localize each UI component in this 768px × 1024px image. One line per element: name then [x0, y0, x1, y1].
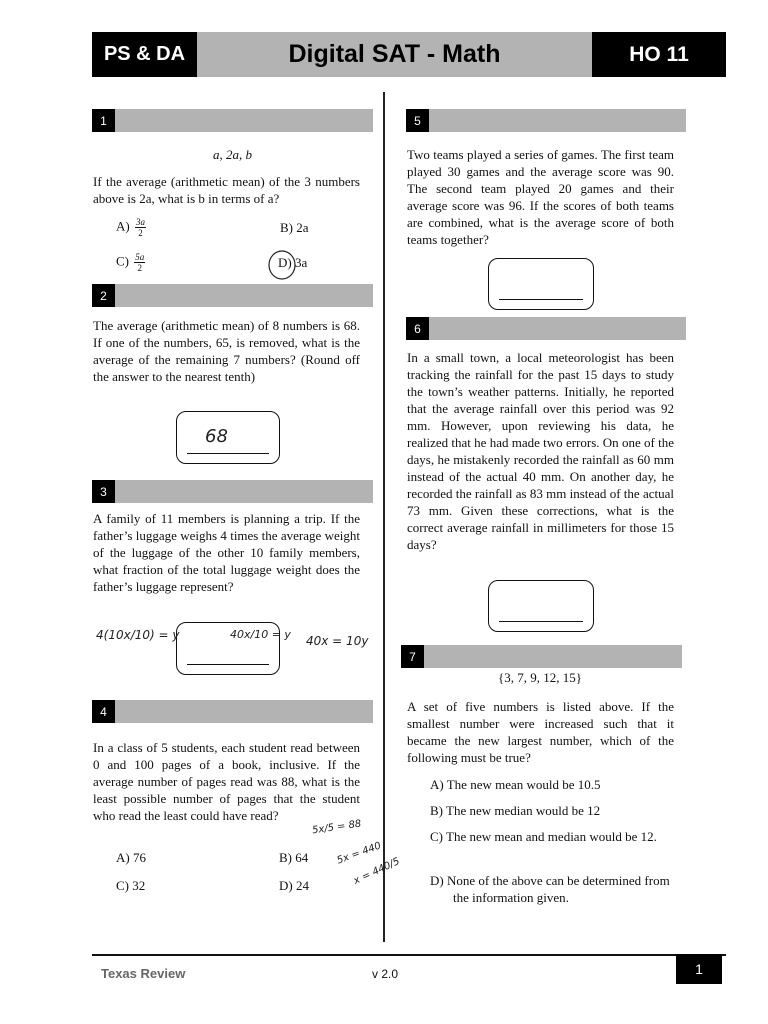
question-5-bar — [406, 109, 686, 132]
question-7-number: 7 — [401, 645, 424, 668]
question-1-option-c — [116, 252, 145, 273]
page-number: 1 — [676, 954, 722, 984]
question-5-number: 5 — [406, 109, 429, 132]
question-4-option-c: C) 32 — [116, 878, 146, 893]
page-title: Digital SAT - Math — [197, 32, 592, 77]
question-4-text: In a class of 5 students, each student read between 0 and 100 pages of a book, inclusive. If the average number of pages read was 88, what is the least possible number of pages that the student who read the least could have read? — [93, 740, 360, 823]
question-1-bar — [92, 109, 373, 132]
question-1-option-d: D) 3a — [278, 255, 308, 270]
question-4-option-a: A) 76 — [116, 850, 146, 865]
question-1-option-b: B) 2a — [280, 220, 309, 235]
handout-number: HO 11 — [592, 32, 726, 77]
question-4-bar — [92, 700, 373, 723]
answer-line — [499, 299, 583, 300]
question-7-option-c: C) The new mean and median would be 12. — [430, 829, 657, 844]
option-c-label: C) — [116, 253, 129, 269]
header-section-label: PS & DA — [92, 32, 197, 77]
question-7-bar — [401, 645, 682, 668]
question-1-text: If the average (arithmetic mean) of the 3 numbers above is 2a, what is b in terms of a? — [93, 174, 360, 206]
question-4-handwritten-work-2: 5x = 440 — [335, 840, 383, 867]
question-4-number: 4 — [92, 700, 115, 723]
question-2-bar — [92, 284, 373, 307]
option-c-numerator: 5a — [135, 252, 145, 262]
answer-line — [499, 621, 583, 622]
footer-brand: Texas Review — [101, 966, 186, 981]
question-2-number: 2 — [92, 284, 115, 307]
option-a-label: A) — [116, 218, 130, 234]
column-divider — [383, 92, 385, 942]
option-c-fraction — [134, 252, 145, 273]
question-7-option-a: A) The new mean would be 10.5 — [430, 777, 601, 792]
option-a-fraction — [135, 217, 146, 238]
question-6-text: In a small town, a local meteorologist has been tracking the rainfall for the past 15 days to study the town’s weather patterns. Initially, he reported that the average rainfall over this period was 92 mm. However, upon reviewing his data, he realized that he had made two errors. On one of the days, he mistakenly recorded the rainfall as 60 mm instead of the actual 40 mm. On another day, he recorded the rainfall as 83 mm instead of the actual 73 mm. Given these corrections, what is the correct average rainfall in millimeters for those 15 days? — [407, 350, 674, 552]
question-3-text: A family of 11 members is planning a trip. If the father’s luggage weighs 4 times the average weight of the luggage of the other 10 family members, what fraction of the total luggage weight does the father’s luggage represent? — [93, 511, 360, 594]
question-7-text: A set of five numbers is listed above. If the smallest number were increased such that it became the new largest number, which of the following must be true? — [407, 699, 674, 765]
question-7-given-set: {3, 7, 9, 12, 15} — [498, 670, 582, 685]
answer-circle-mark — [266, 248, 298, 282]
question-5-text: Two teams played a series of games. The first team played 30 games and the average score was 90. The second team played 20 games and their average score was 96. If the scores of both teams are combined, what is the average score of both teams together? — [407, 147, 674, 247]
question-2-handwritten-answer: 68 — [205, 426, 228, 447]
option-a-numerator: 3a — [135, 217, 145, 227]
question-3-handwritten-work-1: 4(10x/10) = y — [96, 628, 180, 642]
question-6-bar — [406, 317, 686, 340]
question-3-handwritten-work-2: 40x/10 = y — [230, 628, 291, 641]
question-3-number: 3 — [92, 480, 115, 503]
question-3-bar — [92, 480, 373, 503]
option-c-denominator: 2 — [137, 263, 142, 273]
question-4-option-d: D) 24 — [279, 878, 309, 893]
question-1-option-a — [116, 217, 146, 238]
question-6-number: 6 — [406, 317, 429, 340]
question-4-handwritten-work-1: 5x/5 = 88 — [311, 818, 363, 837]
footer-rule — [92, 954, 726, 956]
question-7-option-d: D) None of the above can be determined from the information given. — [430, 873, 670, 905]
question-4-option-b: B) 64 — [279, 850, 309, 865]
answer-line — [187, 664, 269, 665]
question-5-answer-box[interactable] — [488, 258, 594, 310]
question-7-option-b: B) The new median would be 12 — [430, 803, 601, 818]
footer-version: v 2.0 — [372, 967, 399, 981]
question-4-handwritten-work-3: x = 440/5 — [351, 856, 402, 887]
question-2-text: The average (arithmetic mean) of 8 numbers is 68. If one of the numbers, 65, is removed, what is the average of the remaining 7 numbers? (Round off the answer to the nearest tenth) — [93, 318, 360, 384]
question-2-answer-box[interactable] — [176, 411, 280, 464]
question-1-number: 1 — [92, 109, 115, 132]
answer-line — [187, 453, 269, 454]
question-6-answer-box[interactable] — [488, 580, 594, 632]
question-1-given: a, 2a, b — [213, 147, 252, 162]
question-3-handwritten-work-3: 40x = 10y — [306, 634, 369, 648]
option-a-denominator: 2 — [138, 228, 143, 238]
